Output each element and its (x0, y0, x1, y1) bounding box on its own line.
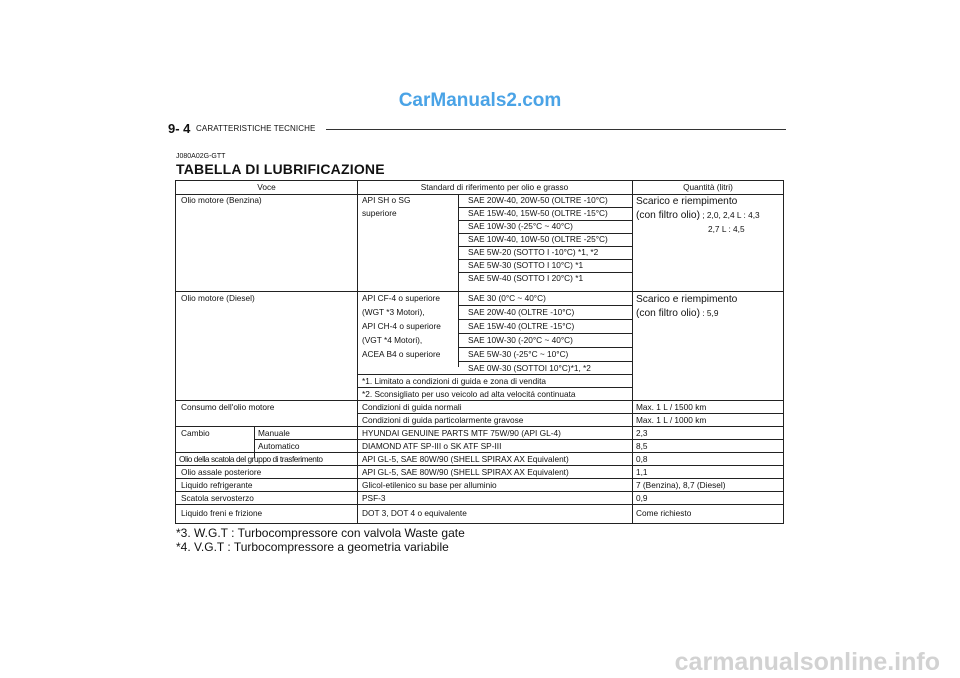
page-header (168, 123, 786, 137)
benzina-grade: SAE 10W-30 (-25°C ~ 40°C) (468, 221, 573, 231)
consumo-qty: Max. 1 L / 1000 km (636, 415, 707, 425)
diesel-qty-text: (con filtro olio) (636, 308, 700, 319)
row-qty: 7 (Benzina), 8,7 (Diesel) (636, 480, 726, 490)
row-qty: 0,8 (636, 454, 648, 464)
cambio-standard: HYUNDAI GENUINE PARTS MTF 75W/90 (API GL-4) (362, 428, 561, 438)
lubrication-table (175, 180, 784, 524)
cambio-sub: Manuale (258, 428, 290, 438)
page-title: TABELLA DI LUBRIFICAZIONE (176, 161, 385, 177)
benzina-grade: SAE 5W-40 (SOTTO I 20°C) *1 (468, 273, 584, 283)
consumo-standard: Condizioni di guida particolarmente gravose (362, 415, 524, 425)
row-label: Liquido refrigerante (181, 480, 253, 490)
section-name: CARATTERISTICHE TECNICHE (196, 124, 316, 133)
row-standard: API GL-5, SAE 80W/90 (SHELL SPIRAX AX Equivalent) (362, 467, 569, 477)
diesel-grade: SAE 30 (0°C ~ 40°C) (468, 293, 546, 303)
benzina-grade: SAE 20W-40, 20W-50 (OLTRE -10°C) (468, 195, 608, 205)
column-divider (357, 181, 358, 523)
row-qty: Come richiesto (636, 508, 692, 518)
watermark-bottom: carmanualsonline.info (674, 648, 940, 676)
benzina-grade: SAE 15W-40, 15W-50 (OLTRE -15°C) (468, 208, 608, 218)
diesel-grade: SAE 15W-40 (OLTRE -15°C) (468, 321, 575, 331)
footnote: *4. V.G.T : Turbocompressore a geometria variabile (176, 540, 449, 554)
diesel-grade: SAE 20W-40 (OLTRE -10°C) (468, 307, 575, 317)
row-standard: API GL-5, SAE 80W/90 (SHELL SPIRAX AX Equivalent) (362, 454, 569, 464)
diesel-label: Olio motore (Diesel) (181, 293, 255, 303)
diesel-grade: SAE 0W-30 (SOTTOI 10°C)*1, *2 (468, 363, 591, 373)
benzina-qty-line: Scarico e riempimento (636, 196, 738, 207)
diesel-api: ACEA B4 o superiore (362, 349, 441, 359)
benzina-grade: SAE 5W-20 (SOTTO I -10°C) *1, *2 (468, 247, 599, 257)
row-label: Olio della scatola del gruppo di trasferimento (179, 454, 323, 464)
column-divider (632, 181, 633, 523)
cambio-sub: Automatico (258, 441, 300, 451)
row-label: Liquido freni e frizione (181, 508, 263, 518)
note: *2. Sconsigliato per uso veicolo ad alta velocitá continuata (362, 389, 576, 399)
page-number: 9- 4 (168, 121, 191, 136)
benzina-grade: SAE 5W-30 (SOTTO I 10°C) *1 (468, 260, 584, 270)
benzina-qty-line (636, 209, 760, 222)
benzina-qty-text: (con filtro olio) (636, 210, 700, 221)
benzina-label: Olio motore (Benzina) (181, 195, 262, 205)
diesel-grade: SAE 10W-30 (-20°C ~ 40°C) (468, 335, 573, 345)
row-standard: DOT 3, DOT 4 o equivalente (362, 508, 467, 518)
diesel-grade: SAE 5W-30 (-25°C ~ 10°C) (468, 349, 569, 359)
cambio-qty: 2,3 (636, 428, 648, 438)
row-label: Olio assale posteriore (181, 467, 262, 477)
benzina-qty-value: ; 2,0, 2,4 L : 4,3 (702, 210, 760, 220)
cambio-standard: DIAMOND ATF SP-III o SK ATF SP-III (362, 441, 502, 451)
row-standard: PSF-3 (362, 493, 386, 503)
benzina-api: API SH o SG (362, 195, 411, 205)
header-rule (326, 129, 786, 130)
row-standard: Glicol-etilenico su base per alluminio (362, 480, 497, 490)
note: *1. Limitato a condizioni di guida e zona di vendita (362, 376, 547, 386)
benzina-grade: SAE 10W-40, 10W-50 (OLTRE -25°C) (468, 234, 608, 244)
footnote: *3. W.G.T : Turbocompressore con valvola Waste gate (176, 526, 465, 540)
diesel-api: API CH-4 o superiore (362, 321, 441, 331)
column-header-voce: Voce (257, 182, 276, 192)
benzina-qty-value: 2,7 L : 4,5 (708, 224, 745, 234)
consumo-standard: Condizioni di guida normali (362, 402, 462, 412)
consumo-label: Consumo dell'olio motore (181, 402, 275, 412)
diesel-api: (WGT *3 Motori), (362, 307, 425, 317)
watermark-top: CarManuals2.com (398, 90, 562, 111)
row-qty: 0,9 (636, 493, 648, 503)
column-header-quantita: Quantità (litri) (683, 182, 733, 192)
cambio-label: Cambio (181, 428, 210, 438)
benzina-api: superiore (362, 208, 397, 218)
cambio-qty: 8,5 (636, 441, 648, 451)
row-label: Scatola servosterzo (181, 493, 254, 503)
consumo-qty: Max. 1 L / 1500 km (636, 402, 707, 412)
diesel-api: (VGT *4 Motori), (362, 335, 423, 345)
column-header-standard: Standard di riferimento per olio e grasso (420, 182, 569, 192)
document-code: J080A02G-GTT (176, 153, 226, 160)
diesel-qty-line: Scarico e riempimento (636, 294, 738, 305)
diesel-qty-value: : 5,9 (702, 308, 719, 318)
diesel-api: API CF-4 o superiore (362, 293, 440, 303)
row-qty: 1,1 (636, 467, 648, 477)
diesel-qty-line (636, 307, 718, 320)
row-divider (176, 504, 783, 505)
